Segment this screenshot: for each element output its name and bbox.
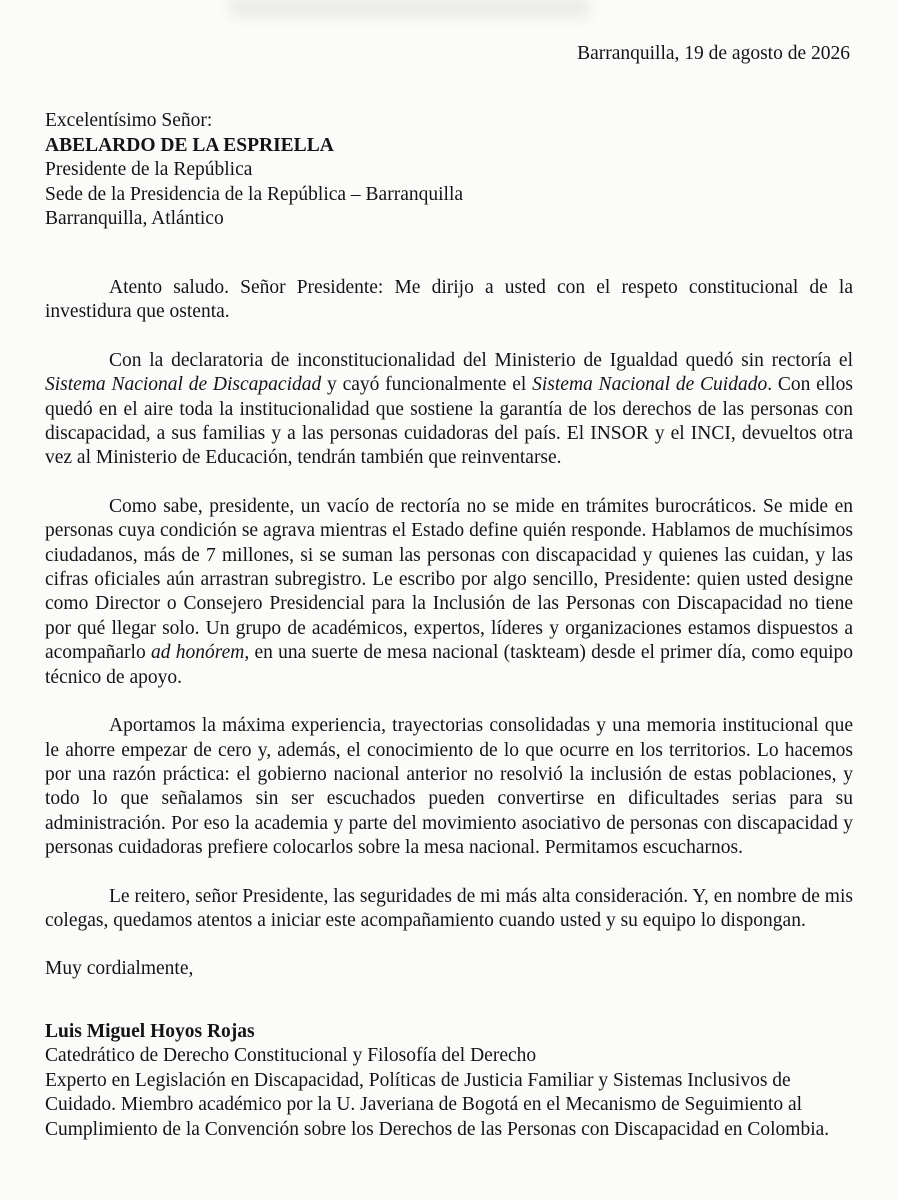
text-run: y cayó funcionalmente el (321, 374, 533, 396)
paragraph-proposal (45, 495, 853, 690)
letter-body (45, 276, 853, 982)
salutation: Excelentísimo Señor: (45, 110, 213, 131)
recipient-office: Sede de la Presidencia de la República – Barranquilla (45, 183, 464, 205)
text-run: . Con ellos quedó en el aire toda la institucionalidad que sostiene la garantía de los derechos de las personas con discapacidad, a sus familias y a las personas cuidadoras del país. El INSOR y el INCI, devueltos otra vez al Ministerio de Educación, tendrán también que reinventarse. (45, 374, 854, 469)
italic-term: Sistema Nacional de Cuidado (532, 374, 768, 396)
paragraph-context (45, 349, 853, 471)
text-run: Con la declaratoria de inconstitucionalidad del Ministerio de Igualdad quedó sin rectoría el (109, 349, 853, 371)
signature-block (45, 1020, 853, 1142)
text-run: Como sabe, presidente, un vacío de rectoría no se mide en trámites burocráticos. Se mide en personas cuya condición se agrava mientras el Estado define quién responde. Hablamos de muchísimos ciudadanos, más de 7 millones, si se suman las personas con discapacidad y quienes las cuidan, y las cifras oficiales aún arrastran subregistro. Le escribo por algo sencillo, Presidente: quien usted designe como Director o Consejero Presidencial para la Inclusión de las Personas con Discapacidad no tiene por qué llegar solo. Un grupo de académicos, expertos, líderes y organizaciones estamos dispuestos a acompañarlo (45, 495, 853, 664)
signer-description: Experto en Legislación en Discapacidad, Políticas de Justicia Familiar y Sistemas Inclusivos de Cuidado. Miembro académico por la U. Javeriana de Bogotá en el Mecanismo de Seguimiento al Cumplimiento de la Convención sobre los Derechos de las Personas con Discapacidad en Colombia. (45, 1069, 830, 1140)
recipient-block (45, 109, 463, 232)
page-top-shadow (230, 0, 590, 24)
paragraph-greeting: Atento saludo. Señor Presidente: Me dirijo a usted con el respeto constitucional de la investidura que ostenta. (45, 277, 853, 323)
recipient-title: Presidente de la República (45, 159, 253, 180)
closing-line: Muy cordialmente, (45, 958, 194, 980)
letter-date: Barranquilla, 19 de agosto de 2026 (577, 43, 850, 64)
recipient-city: Barranquilla, Atlántico (45, 208, 224, 229)
signer-name: Luis Miguel Hoyos Rojas (45, 1021, 255, 1042)
text-run: en una suerte de mesa nacional (taskteam) desde el primer día, como equipo técnico de apoyo. (45, 642, 853, 688)
paragraph-experience: Aportamos la máxima experiencia, trayectorias consolidadas y una memoria institucional que le ahorre empezar de cero y, además, el conocimiento de lo que ocurre en los territorios. Lo hacemos por una razón práctica: el gobierno nacional anterior no resolvió la inclusión de estas poblaciones, y todo lo que señalamos sin ser escuchados pueden convertirse en dificultades serias para su administración. Por eso la academia y parte del movimiento asociativo de personas con discapacidad y personas cuidadoras prefiere colocarlos sobre la mesa nacional. Permitamos escucharnos. (45, 715, 853, 859)
italic-term: Sistema Nacional de Discapacidad (45, 374, 322, 396)
italic-term: ad honórem, (150, 642, 250, 664)
signer-title: Catedrático de Derecho Constitucional y Filosofía del Derecho (45, 1045, 537, 1067)
recipient-name: ABELARDO DE LA ESPRIELLA (45, 134, 334, 156)
paragraph-regards: Le reitero, señor Presidente, las seguridades de mi más alta consideración. Y, en nombre de mis colegas, quedamos atentos a iniciar este acompañamiento cuando usted y su equipo lo dispongan. (45, 885, 853, 931)
